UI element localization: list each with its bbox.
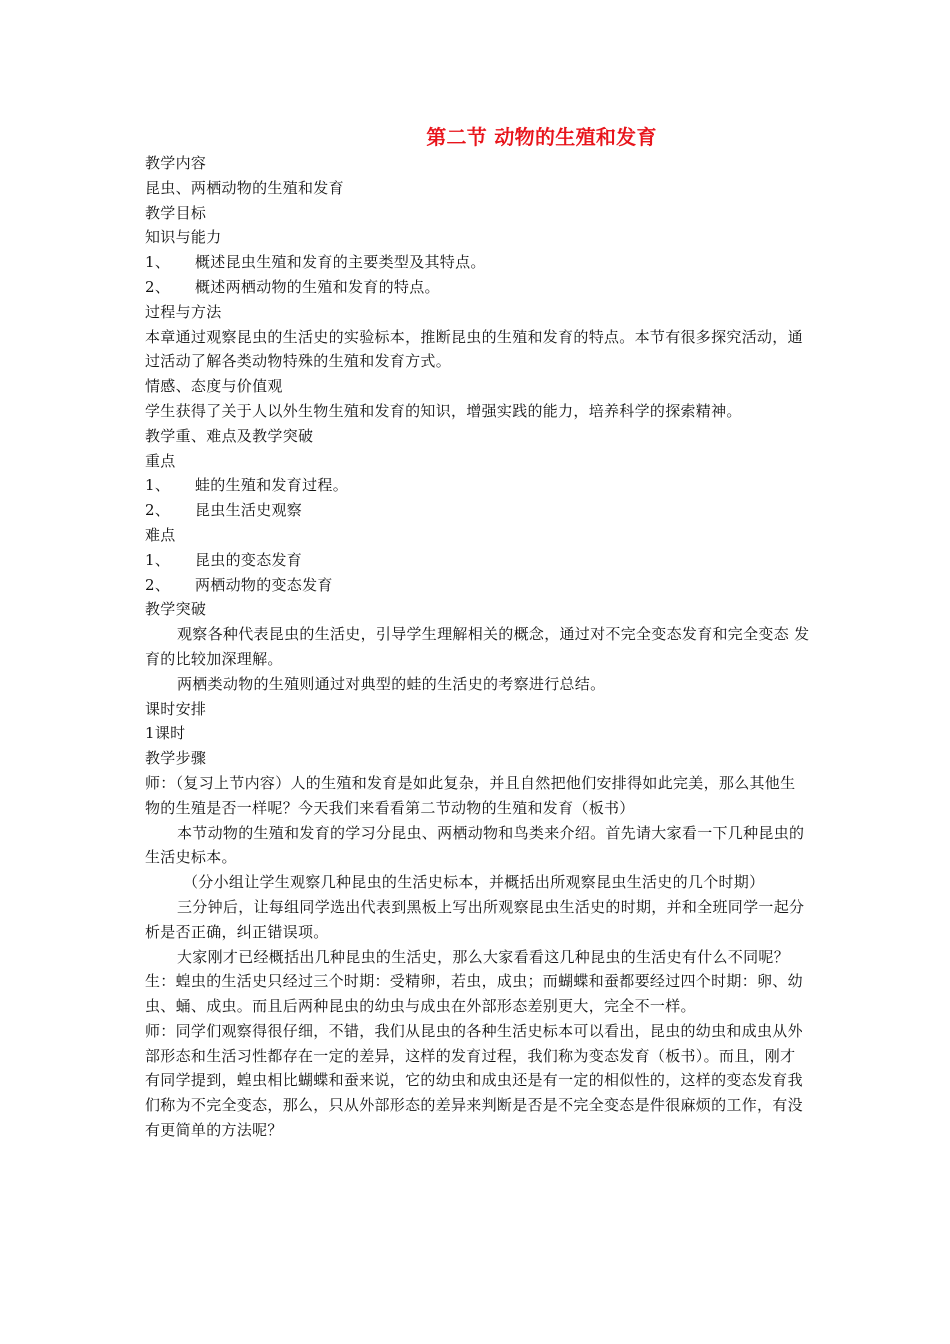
list-text: 概述昆虫生殖和发育的主要类型及其特点。 [195,253,486,272]
list-item [145,498,810,523]
step-paragraph: 生：蝗虫的生活史只经过三个时期：受精卵，若虫，成虫；而蝴蝶和蚕都要经过四个时期：卵、幼虫、蛹、成虫。而且后两种昆虫的幼虫与成虫在外部形态差别更大，完全不一样。 [145,972,803,1016]
list-text: 昆虫生活史观察 [195,501,303,520]
section-heading-steps: 教学步骤 [145,749,207,768]
section-heading-schedule: 课时安排 [145,699,207,718]
list-number: 1、 [145,253,171,272]
step-paragraph: 师：同学们观察得很仔细，不错，我们从昆虫的各种生活史标本可以看出，昆虫的幼虫和成虫从外部形态和生活习性都存在一定的差异，这样的发育过程，我们称为变态发育（板书）。而且，刚才有同学提到，蝗虫相比蝴蝶和蚕来说，它的幼虫和成虫还是有一定的相似性的，这样的变态发育我们称为不完全变态，那么，只从外部形态的差异来判断是否是不完全变态是件很麻烦的工作，有没有更简单的方法呢？ [145,1021,803,1140]
step-paragraph: 大家刚才已经概括出几种昆虫的生活史，那么大家看看这几种昆虫的生活史有什么不同呢？ [177,947,790,966]
process-text: 本章通过观察昆虫的生活史的实验标本，推断昆虫的生殖和发育的特点。本节有很多探究活动，通过活动了解各类动物特殊的生殖和发育方式。 [145,327,803,371]
document-body [145,123,810,1143]
subheading-breakthrough: 教学突破 [145,600,207,619]
step-paragraph: 师：（复习上节内容）人的生殖和发育是如此复杂，并且自然把他们安排得如此完美，那么其他生物的生殖是否一样呢？今天我们来看看第二节动物的生殖和发育（板书） [145,773,796,817]
step-paragraph: 三分钟后，让每组同学选出代表到黑板上写出所观察昆虫生活史的时期，并和全班同学一起分析是否正确，纠正错误项。 [145,897,805,941]
subheading-emotion: 情感、态度与价值观 [145,377,283,396]
list-item [145,548,810,573]
list-text: 昆虫的变态发育 [195,550,303,569]
subheading-knowledge: 知识与能力 [145,228,222,247]
schedule-text: 1课时 [145,724,186,743]
list-number: 1、 [145,476,171,495]
list-number: 1、 [145,550,171,569]
list-item [145,275,810,300]
list-item [145,573,810,598]
step-paragraph: （分小组让学生观察几种昆虫的生活史标本，并概括出所观察昆虫生活史的几个时期） [183,873,765,892]
content-text: 昆虫、两栖动物的生殖和发育 [145,178,344,197]
breakthrough-paragraph: 两栖类动物的生殖则通过对典型的蛙的生活史的考察进行总结。 [177,674,606,693]
section-heading-key: 教学重、难点及教学突破 [145,426,314,445]
list-text: 蛙的生殖和发育过程。 [195,476,349,495]
emotion-text: 学生获得了关于人以外生物生殖和发育的知识，增强实践的能力，培养科学的探索精神。 [145,401,742,420]
section-heading-content: 教学内容 [145,154,207,172]
list-text: 概述两栖动物的生殖和发育的特点。 [195,277,440,296]
step-paragraph: 本节动物的生殖和发育的学习分昆虫、两栖动物和鸟类来介绍。首先请大家看一下几种昆虫的生活史标本。 [145,823,805,867]
subheading-process: 过程与方法 [145,302,222,321]
page-title: 第二节 动物的生殖和发育 [426,125,657,149]
list-item [145,250,810,275]
list-text: 两栖动物的变态发育 [195,575,333,594]
list-number: 2、 [145,575,171,594]
section-heading-goals: 教学目标 [145,203,207,222]
list-number: 2、 [145,277,171,296]
list-number: 2、 [145,501,171,520]
breakthrough-paragraph: 观察各种代表昆虫的生活史，引导学生理解相关的概念，通过对不完全变态发育和完全变态 发育的比较加深理解。 [145,625,810,668]
subheading-focus: 重点 [145,451,176,470]
list-item [145,473,810,498]
subheading-difficulty: 难点 [145,525,176,544]
